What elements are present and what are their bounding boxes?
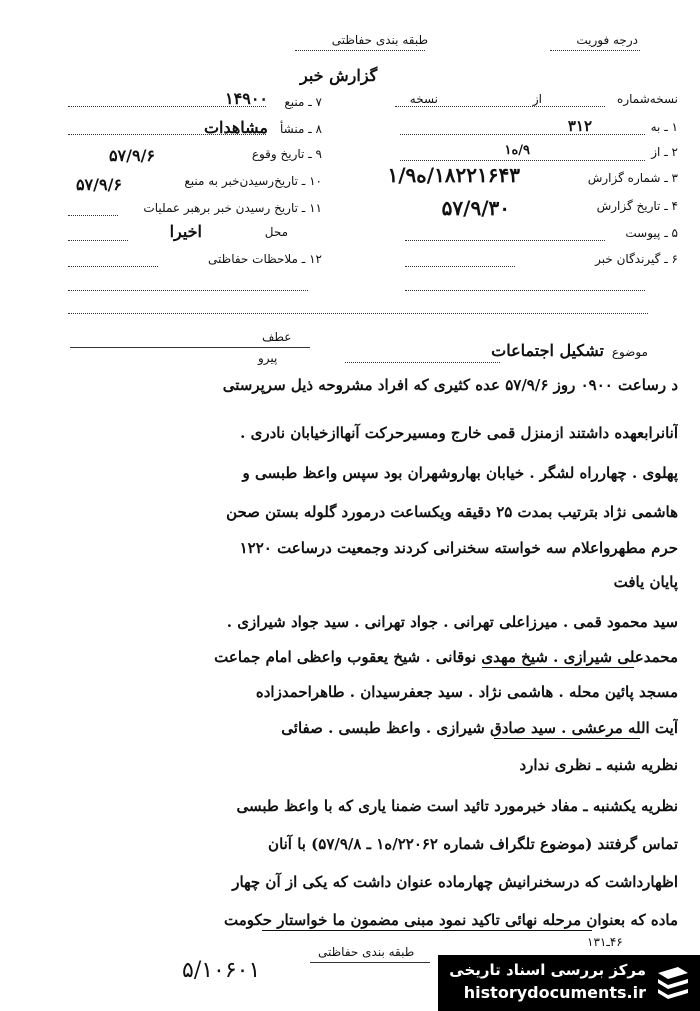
to-dots xyxy=(400,134,645,135)
body-line-9: مسجد پائین محله . هاشمی نژاد . سید جعفرسیدان . طاهراحمدزاده xyxy=(255,683,678,701)
body-line-8: محمدعلی شیرازی . شیخ مهدی نوقانی . شیخ یعقوب واعظی امام جماعت xyxy=(214,648,678,666)
body-line-2: آنانرابعهده داشتند ازمنزل قمی خارج ومسیرحرکت آنهاازخیابان نادری . xyxy=(240,424,678,442)
subject-dots xyxy=(345,362,500,363)
place-value: اخیرا xyxy=(169,222,202,241)
received-ops-label: ۱۱ ـ تاریخ رسیدن خبر برهبر عملیات xyxy=(143,201,322,215)
attachment-label: ۵ ـ پیوست xyxy=(625,226,678,240)
origin-label: ۸ ـ منشأ xyxy=(279,122,322,136)
watermark-banner xyxy=(438,955,700,1011)
remarks-dots xyxy=(68,266,158,267)
body-line-10: آیت الله مرعشی . سید صادق شیرازی . واعظ طبسی . صفائی xyxy=(281,719,678,737)
body-line-4: هاشمی نژاد بترتیب بمدت ۲۵ دقیقه ویکساعت درمورد گلوله بستن صحن xyxy=(226,503,678,521)
to-value: ۳۱۲ xyxy=(567,117,592,135)
subject-label: موضوع xyxy=(611,345,648,359)
body-line-14: اظهارداشت که درسخنرانیش چهارماده عنوان داشت که یکی از آن چهار xyxy=(232,873,678,891)
underline-mohammad-ali xyxy=(482,667,634,668)
senders-label: ۶ ـ گیرندگان خبر xyxy=(595,252,678,266)
senders-dots xyxy=(405,266,515,267)
section-separator xyxy=(68,313,648,314)
event-date-label: ۹ ـ تاریخ وقوع xyxy=(251,147,322,161)
doc-number: ۵/۱۰۶۰۱ xyxy=(182,958,261,983)
body-line-1: د رساعت ۰۹۰۰ روز ۵۷/۹/۶ عده کثیری که افراد مشروحه ذیل سرپرستی xyxy=(222,376,678,394)
received-source-value: ۵۷/۹/۶ xyxy=(75,175,122,194)
event-date-value: ۵۷/۹/۶ xyxy=(108,146,155,165)
watermark-logo xyxy=(654,963,692,1001)
report-number-value: ۱۸۲۲۱۶۴۳/ه۱/۹ xyxy=(387,163,520,187)
place-label: محل xyxy=(264,225,288,239)
from-label: ۲ ـ از xyxy=(651,145,678,159)
ref-label: عطف xyxy=(262,330,292,344)
from-dots xyxy=(400,160,645,161)
body-line-7: سید محمود قمی . میرزاعلی تهرانی . جواد تهرانی . سید جواد شیرازی . xyxy=(226,613,678,631)
priority-label: درجه فوریت xyxy=(576,33,638,47)
received-ops-dots xyxy=(68,215,118,216)
remarks-label: ۱۲ ـ ملاحظات حفاظتی xyxy=(208,252,322,266)
origin-dots xyxy=(68,134,266,135)
underline-marashi xyxy=(494,738,640,739)
copy-dots xyxy=(395,106,605,107)
body-line-15: ماده که بعنوان مرحله نهائی تاکید نمود مبنی مضمون ما خواستار حکومت xyxy=(224,911,678,929)
copy-label: نسخه xyxy=(409,92,438,106)
page-code: ۴۶ـ۱۳۱ xyxy=(587,935,623,949)
document-stack-icon xyxy=(654,963,692,1001)
ref-line xyxy=(70,347,310,348)
report-number-label: ۳ ـ شماره گزارش xyxy=(587,171,678,185)
source-value: ۱۴۹۰۰ xyxy=(225,89,268,108)
senders-dots-2 xyxy=(405,290,645,291)
watermark-url: historydocuments.ir xyxy=(463,983,646,1002)
underline-final-line xyxy=(262,930,592,931)
subject-value: تشکیل اجتماعات xyxy=(491,341,604,360)
priority-underline xyxy=(550,50,640,51)
classification-label-bottom: طبقه بندی حفاظتی xyxy=(318,945,415,959)
report-date-value: ۵۷/۹/۳۰ xyxy=(441,196,510,220)
body-line-13: تماس گرفتند (موضوع تلگراف شماره ۲۲۰۶۲/ه۱ ـ ۵۷/۹/۸) با آنان xyxy=(268,835,678,853)
of-label: از xyxy=(532,92,542,106)
classification-label-top: طبقه بندی حفاظتی xyxy=(331,33,428,47)
classification-underline xyxy=(295,50,425,51)
copy-number-label: نسخه‌شماره xyxy=(617,92,678,106)
report-title: گزارش خبر xyxy=(300,66,378,85)
body-line-3: پهلوی . چهارراه لشگر . خیابان بهاروشهران بود سپس واعظ طبسی و xyxy=(242,464,678,482)
from-value: ۹/ه۱ xyxy=(504,143,530,158)
source-dots xyxy=(68,106,266,107)
watermark-title: مرکز بررسی اسناد تاریخی xyxy=(449,961,646,979)
report-date-label: ۴ ـ تاریخ گزارش xyxy=(596,199,678,213)
body-line-6: پایان یافت xyxy=(613,573,678,591)
body-line-5: حرم مطهرواعلام سه خواسته سخنرانی کردند وجمعیت درساعت ۱۲۲۰ xyxy=(239,539,678,557)
source-label: ۷ ـ منبع xyxy=(284,95,322,109)
place-dots xyxy=(68,240,128,241)
body-line-12: نظریه یکشنبه ـ مفاد خبرمورد تائید است ضمنا یاری که با واعظ طبسی xyxy=(236,797,678,815)
classification-line-bottom xyxy=(310,962,430,963)
body-line-11: نظریه شنبه ـ نظری ندارد xyxy=(519,756,678,774)
follow-label: پیرو xyxy=(258,351,278,365)
to-label: ۱ ـ به xyxy=(650,120,678,134)
origin-value: مشاهدات xyxy=(203,118,268,137)
received-source-label: ۱۰ ـ تاریخ‌رسیدن‌خبر به منبع xyxy=(184,174,322,188)
remarks-dots-2 xyxy=(68,290,308,291)
attachment-dots xyxy=(405,240,605,241)
